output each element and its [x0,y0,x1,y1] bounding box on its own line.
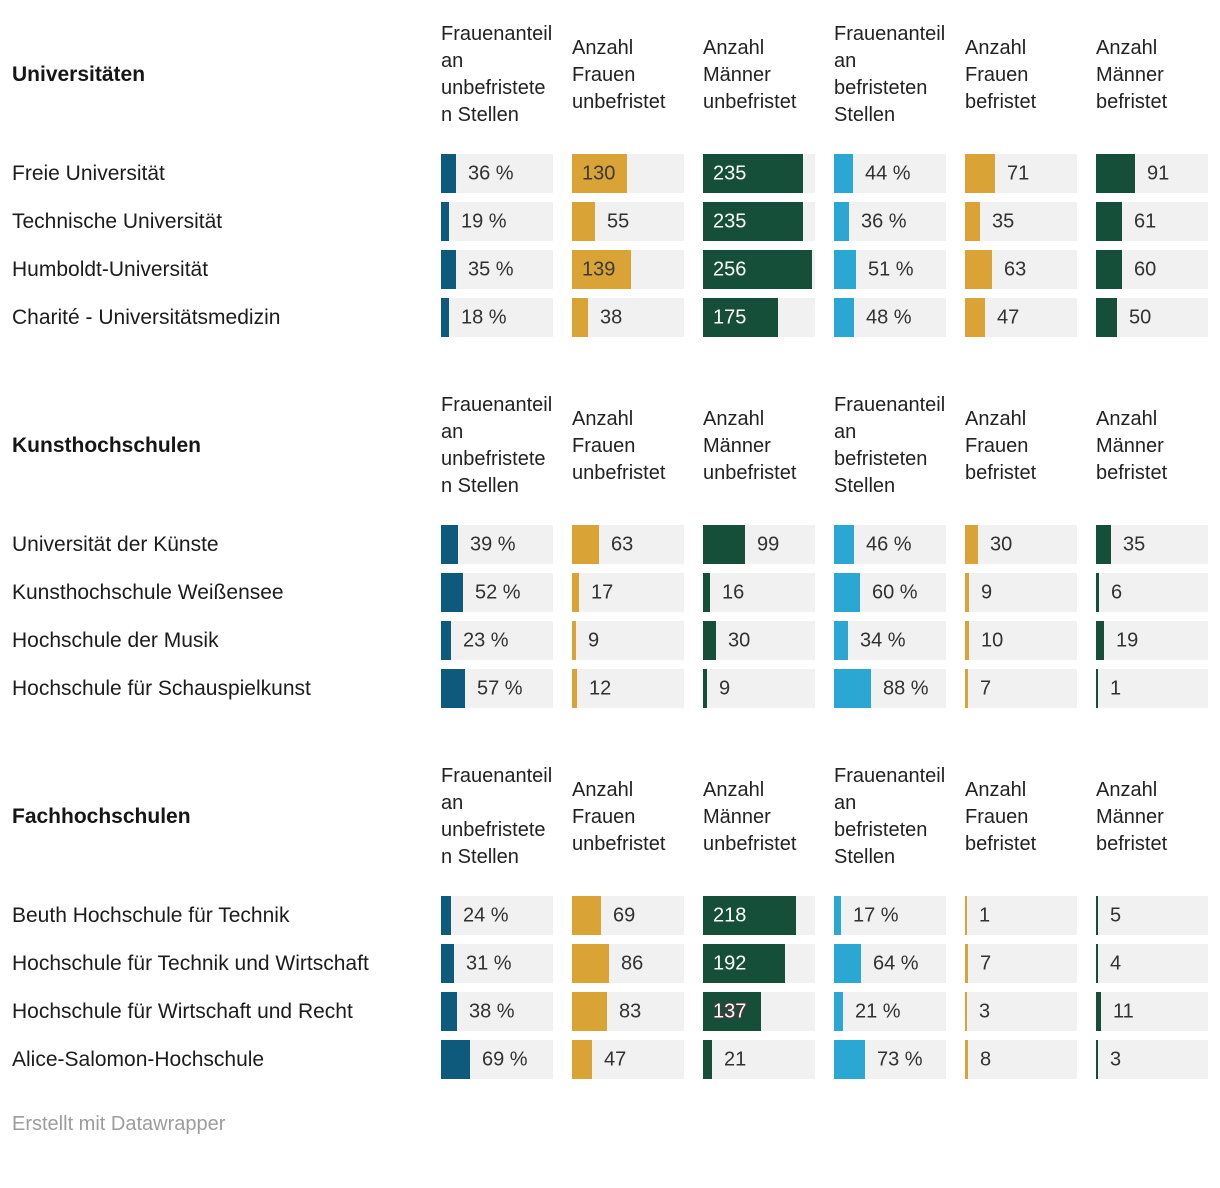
bar-value: 60 [1134,258,1157,280]
table-row [12,525,1208,564]
bar [834,154,853,193]
bar [834,202,849,241]
bar-value: 61 [1134,210,1157,232]
bar-value: 7 [980,952,992,974]
bar-value: 52 % [475,581,521,603]
bar [834,992,843,1031]
bar-track [834,896,946,935]
bar [1096,202,1122,241]
bar [441,992,457,1031]
column-header: Anzahl Frauen unbefristet [572,407,666,484]
bar [1096,250,1122,289]
chart-section [12,371,1208,708]
bar-track [834,1040,946,1079]
bar-value: 9 [588,629,600,651]
bar [441,1040,470,1079]
table-row [12,1040,1208,1079]
bar [572,621,576,660]
bar-track [572,944,684,983]
bar-value: 73 % [877,1048,923,1070]
bar-value: 47 [604,1048,627,1070]
bar-value: 17 [591,581,614,603]
bar-table-chart [12,0,1208,1079]
section-header-row [12,371,1208,525]
bar-track [441,621,553,660]
bar-track [965,944,1077,983]
bar-value: 23 % [463,629,509,651]
bar-track [1096,573,1208,612]
bar-track [441,992,553,1031]
bar-value: 88 % [883,677,929,699]
bar-value: 235 [713,210,747,232]
bar-value: 64 % [873,952,919,974]
datawrapper-credit-link[interactable]: Erstellt mit Datawrapper [12,1113,226,1135]
bar-track [703,573,815,612]
bar-track [1096,1040,1208,1079]
table-row [12,298,1208,337]
bar [703,525,745,564]
column-header: Anzahl Frauen befristet [965,778,1037,855]
bar-track [1096,944,1208,983]
bar [572,525,599,564]
bar-value: 18 % [461,306,507,328]
bar [572,573,579,612]
bar-track [572,250,684,289]
bar-value: 11 [1113,1000,1134,1022]
bar-track [572,669,684,708]
bar-value: 139 [582,258,616,280]
bar-track [441,154,553,193]
bar-track [965,1040,1077,1079]
bar-value: 192 [713,952,747,974]
bar-value: 60 % [872,581,918,603]
bar-value: 83 [619,1000,642,1022]
bar [834,944,861,983]
bar-value: 36 % [468,162,514,184]
column-header: Anzahl Männer befristet [1096,407,1168,484]
row-label: Technische Universität [12,209,223,233]
bar [965,669,968,708]
bar-value: 35 [992,210,1015,232]
bar-track [572,992,684,1031]
bar-track [965,202,1077,241]
bar-track [834,154,946,193]
bar [1096,573,1099,612]
bar-track [834,944,946,983]
bar [834,525,854,564]
bar [1096,621,1104,660]
bar-value: 9 [981,581,993,603]
bar-track [1096,992,1208,1031]
chart-section [12,742,1208,1079]
bar [965,250,992,289]
bar-track [572,298,684,337]
bar-track [965,669,1077,708]
bar-track [965,250,1077,289]
table-row [12,896,1208,935]
bar [834,1040,865,1079]
bar-track [572,154,684,193]
bar [1096,154,1135,193]
bar-track [1096,669,1208,708]
bar-track [834,669,946,708]
column-header: Frauenanteil an unbefristeten Stellen [441,765,553,868]
bar [441,669,465,708]
bar-value: 1 [979,904,991,926]
bar-track [1096,896,1208,935]
bar [965,525,978,564]
bar [1096,669,1098,708]
column-header: Anzahl Männer unbefristet [703,407,797,484]
bar-value: 30 [728,629,751,651]
bar-track [965,525,1077,564]
bar-value: 51 % [868,258,914,280]
bar-value: 57 % [477,677,523,699]
bar [572,298,588,337]
bar [834,250,856,289]
bar [441,154,456,193]
bar [441,621,451,660]
bar [834,896,841,935]
bar-track [965,896,1077,935]
bar-value: 10 [981,629,1004,651]
bar-track [703,525,815,564]
bar-value: 175 [713,306,747,328]
bar [441,573,463,612]
row-label: Freie Universität [12,161,165,185]
bar-value: 39 % [470,533,516,555]
column-header: Anzahl Frauen unbefristet [572,36,666,113]
bar-value: 21 % [855,1000,901,1022]
bar [1096,944,1098,983]
chart-section [12,0,1208,337]
bar-track [703,896,815,935]
column-header: Anzahl Frauen befristet [965,36,1037,113]
bar [965,154,995,193]
bar-track [441,250,553,289]
column-header: Anzahl Männer unbefristet [703,36,797,113]
bar [441,298,449,337]
bar-value: 137 [713,1000,747,1022]
bar-value: 69 % [482,1048,528,1070]
bar [1096,992,1101,1031]
column-header: Frauenanteil an befristeten Stellen [834,765,946,868]
bar-value: 6 [1111,581,1123,603]
row-label: Alice-Salomon-Hochschule [12,1047,265,1071]
bar-track [703,992,815,1031]
bar [965,992,967,1031]
bar-value: 21 [724,1048,747,1070]
bar [965,896,967,935]
bar [1096,298,1117,337]
bar-value: 130 [582,162,616,184]
column-header: Anzahl Männer befristet [1096,778,1168,855]
bar-value: 48 % [866,306,912,328]
table-row [12,250,1208,289]
bar [834,621,848,660]
bar-value: 34 % [860,629,906,651]
bar [834,298,854,337]
bar-value: 5 [1110,904,1122,926]
bar [703,1040,712,1079]
bar-value: 3 [1110,1048,1122,1070]
bar [703,669,707,708]
bar-track [965,992,1077,1031]
bar-track [441,1040,553,1079]
bar-track [441,525,553,564]
bar [441,202,449,241]
bar-value: 19 % [461,210,507,232]
bar [834,573,860,612]
bar [441,250,456,289]
bar-track [572,621,684,660]
bar [965,1040,968,1079]
bar [965,944,968,983]
bar [572,992,607,1031]
bar-value: 36 % [861,210,907,232]
bar [965,573,969,612]
row-label: Charité - Universitätsmedizin [12,305,281,329]
table-row [12,669,1208,708]
column-header: Frauenanteil an befristeten Stellen [834,23,946,126]
bar-value: 218 [713,904,747,926]
bar-track [834,992,946,1031]
bar [1096,896,1098,935]
bar-track [572,525,684,564]
bar-track [1096,202,1208,241]
row-label: Hochschule für Wirtschaft und Recht [12,999,353,1023]
bar-track [1096,298,1208,337]
bar-value: 17 % [853,904,899,926]
bar-value: 47 [997,306,1020,328]
bar [572,896,601,935]
bar-value: 9 [719,677,731,699]
bar-track [703,202,815,241]
section-header-row [12,742,1208,896]
bar-track [965,298,1077,337]
column-header: Anzahl Männer unbefristet [703,778,797,855]
bar-value: 55 [607,210,630,232]
bar-track [834,298,946,337]
bar-value: 63 [1004,258,1027,280]
column-header: Frauenanteil an befristeten Stellen [834,394,946,497]
section-title: Kunsthochschulen [12,434,202,457]
bar-value: 38 % [469,1000,515,1022]
bar-value: 31 % [466,952,512,974]
bar-value: 99 [757,533,780,555]
bar-track [572,896,684,935]
bar-value: 86 [621,952,644,974]
bar [703,621,716,660]
table-row [12,202,1208,241]
table-row [12,944,1208,983]
bar-track [703,944,815,983]
bar [1096,1040,1098,1079]
bar-track [834,202,946,241]
bar-value: 35 [1123,533,1146,555]
bar-track [1096,250,1208,289]
bar-value: 50 [1129,306,1152,328]
bar [572,944,609,983]
table-row [12,992,1208,1031]
bar-value: 256 [713,258,747,280]
bar-track [703,1040,815,1079]
bar-track [703,669,815,708]
bar-value: 19 [1116,629,1139,651]
bar [572,202,595,241]
bar-value: 12 [589,677,612,699]
bar-track [441,202,553,241]
bar-track [441,298,553,337]
bar-track [834,525,946,564]
bar-value: 3 [979,1000,991,1022]
table-row [12,154,1208,193]
table-row [12,573,1208,612]
bar-track [834,250,946,289]
bar [441,944,454,983]
bar-value: 8 [980,1048,992,1070]
bar-value: 7 [980,677,992,699]
bar-value: 71 [1007,162,1030,184]
bar-value: 38 [600,306,623,328]
bar-value: 46 % [866,533,912,555]
row-label: Hochschule für Schauspielkunst [12,676,311,700]
bar-track [1096,621,1208,660]
section-title: Fachhochschulen [12,805,191,828]
bar-track [703,250,815,289]
row-label: Kunsthochschule Weißensee [12,580,284,604]
bar-track [1096,525,1208,564]
bar-track [572,202,684,241]
bar-track [1096,154,1208,193]
bar [965,202,980,241]
column-header: Anzahl Frauen befristet [965,407,1037,484]
bar-track [572,573,684,612]
row-label: Hochschule der Musik [12,628,219,652]
table-row [12,621,1208,660]
column-header: Anzahl Männer befristet [1096,36,1168,113]
bar-track [703,298,815,337]
bar-track [965,154,1077,193]
bar [572,1040,592,1079]
row-label: Universität der Künste [12,532,219,556]
bar [441,896,451,935]
bar-track [834,573,946,612]
bar-track [965,621,1077,660]
bar-value: 16 [722,581,745,603]
bar-track [703,621,815,660]
bar-value: 35 % [468,258,514,280]
section-title: Universitäten [12,63,146,86]
bar-value: 30 [990,533,1013,555]
bar-track [441,573,553,612]
column-header: Anzahl Frauen unbefristet [572,778,666,855]
bar-track [834,621,946,660]
row-label: Humboldt-Universität [12,257,209,281]
section-header-row [12,0,1208,154]
bar-value: 1 [1110,677,1122,699]
bar-value: 24 % [463,904,509,926]
bar-track [572,1040,684,1079]
row-label: Beuth Hochschule für Technik [12,903,290,927]
bar-value: 91 [1147,162,1170,184]
bar [834,669,871,708]
bar [1096,525,1111,564]
bar-value: 63 [611,533,634,555]
chart-footer [12,1113,1208,1136]
bar-track [441,944,553,983]
bar-track [965,573,1077,612]
bar [965,298,985,337]
row-label: Hochschule für Technik und Wirtschaft [12,951,369,975]
bar-value: 69 [613,904,636,926]
bar-track [441,896,553,935]
column-header: Frauenanteil an unbefristeten Stellen [441,394,553,497]
bar-track [441,669,553,708]
bar-value: 235 [713,162,747,184]
bar [703,573,710,612]
bar [572,669,577,708]
column-header: Frauenanteil an unbefristeten Stellen [441,23,553,126]
bar [441,525,458,564]
bar-value: 44 % [865,162,911,184]
bar-track [703,154,815,193]
bar-value: 4 [1110,952,1122,974]
bar [965,621,969,660]
